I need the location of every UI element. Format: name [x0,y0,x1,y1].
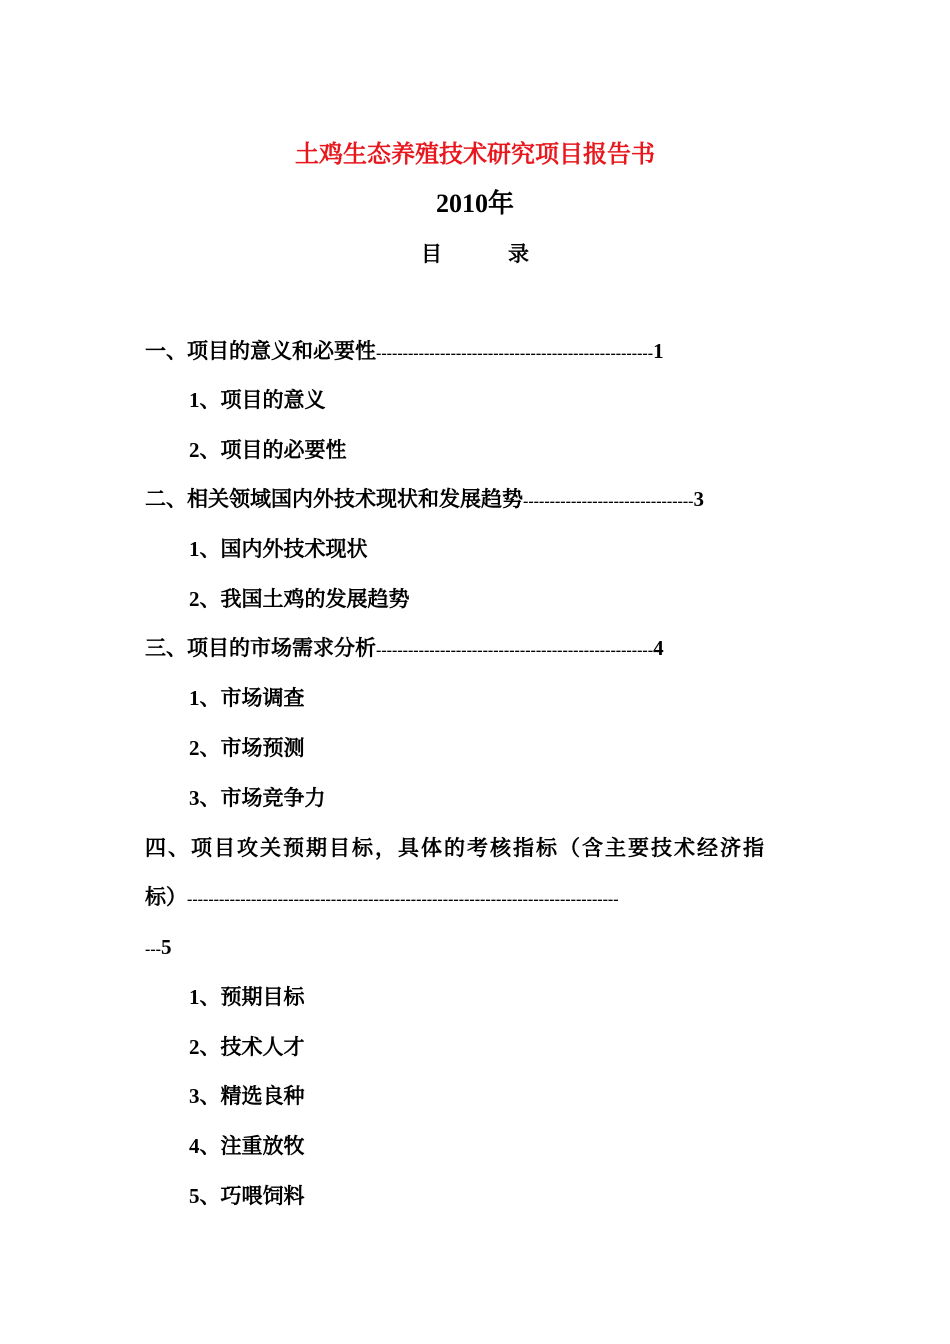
toc-item-num: 1 [189,388,200,412]
toc-item-3-3[interactable] [189,785,326,811]
toc-item-num: 2 [189,438,200,462]
toc-item-num: 1 [189,985,200,1009]
toc-section-3-page: 4 [653,636,664,660]
toc-item-label: 、市场预测 [199,736,305,760]
toc-item-label: 、市场竞争力 [199,786,326,810]
toc-item-3-2[interactable] [189,735,305,761]
toc-section-4-dots: --------------------------------------------------------------------------------- [187,891,619,908]
toc-item-4-1[interactable] [189,984,305,1010]
toc-item-label: 、巧喂饲料 [199,1184,305,1208]
toc-section-2-label: 二、相关领域国内外技术现状和发展趋势 [145,487,523,511]
toc-section-1[interactable] [145,338,664,367]
toc-section-4-dots-end: --- [145,941,161,958]
toc-section-1-page: 1 [653,339,664,363]
toc-section-4-label-end: 标） [145,885,187,909]
toc-item-num: 2 [189,587,200,611]
toc-item-num: 1 [189,537,200,561]
toc-section-2-page: 3 [693,487,704,511]
toc-item-3-1[interactable] [189,685,305,711]
toc-section-1-dots: ---------------------------------------------------- [376,345,654,362]
toc-item-4-5[interactable] [189,1183,305,1209]
toc-item-label: 、市场调查 [199,686,305,710]
document-title: 土鸡生态养殖技术研究项目报告书 [295,140,655,168]
toc-section-4-line-1[interactable]: 四、项目攻关预期目标，具体的考核指标（含主要技术经济指 [145,836,766,860]
toc-item-num: 2 [189,736,200,760]
toc-heading-right: 录 [508,242,529,266]
toc-item-label: 、项目的意义 [199,388,326,412]
toc-item-2-2[interactable] [189,586,410,612]
toc-item-label: 、国内外技术现状 [199,537,368,561]
toc-item-num: 5 [189,1184,200,1208]
toc-section-3-label: 三、项目的市场需求分析 [145,636,376,660]
toc-item-4-3[interactable] [189,1083,305,1109]
toc-item-1-2[interactable] [189,437,347,463]
toc-item-4-4[interactable] [189,1133,305,1159]
toc-section-1-label: 一、项目的意义和必要性 [145,339,376,363]
toc-heading-left: 目 [421,242,442,266]
toc-item-num: 2 [189,1035,200,1059]
document-year [0,183,950,220]
toc-section-4-line-3[interactable] [145,934,171,963]
year-number: 2010 [435,189,488,218]
toc-item-label: 、精选良种 [199,1084,305,1108]
toc-section-3[interactable] [145,635,664,664]
toc-item-label: 、预期目标 [199,985,305,1009]
toc-item-label: 、我国土鸡的发展趋势 [199,587,410,611]
toc-item-2-1[interactable] [189,536,368,562]
toc-item-num: 4 [189,1134,200,1158]
toc-item-label: 、项目的必要性 [199,438,347,462]
toc-section-2-dots: -------------------------------- [523,493,694,510]
toc-section-4-line-2[interactable] [145,884,619,913]
toc-item-num: 3 [189,786,200,810]
toc-section-2[interactable] [145,486,704,515]
toc-item-num: 3 [189,1084,200,1108]
toc-item-1-1[interactable] [189,387,326,413]
toc-item-num: 1 [189,686,200,710]
year-suffix: 年 [487,189,514,219]
toc-item-4-2[interactable] [189,1034,305,1060]
toc-section-4-page: 5 [160,935,172,959]
toc-item-label: 、注重放牧 [199,1134,305,1158]
toc-section-3-dots: ---------------------------------------------------- [376,642,654,659]
toc-item-label: 、技术人才 [199,1035,305,1059]
